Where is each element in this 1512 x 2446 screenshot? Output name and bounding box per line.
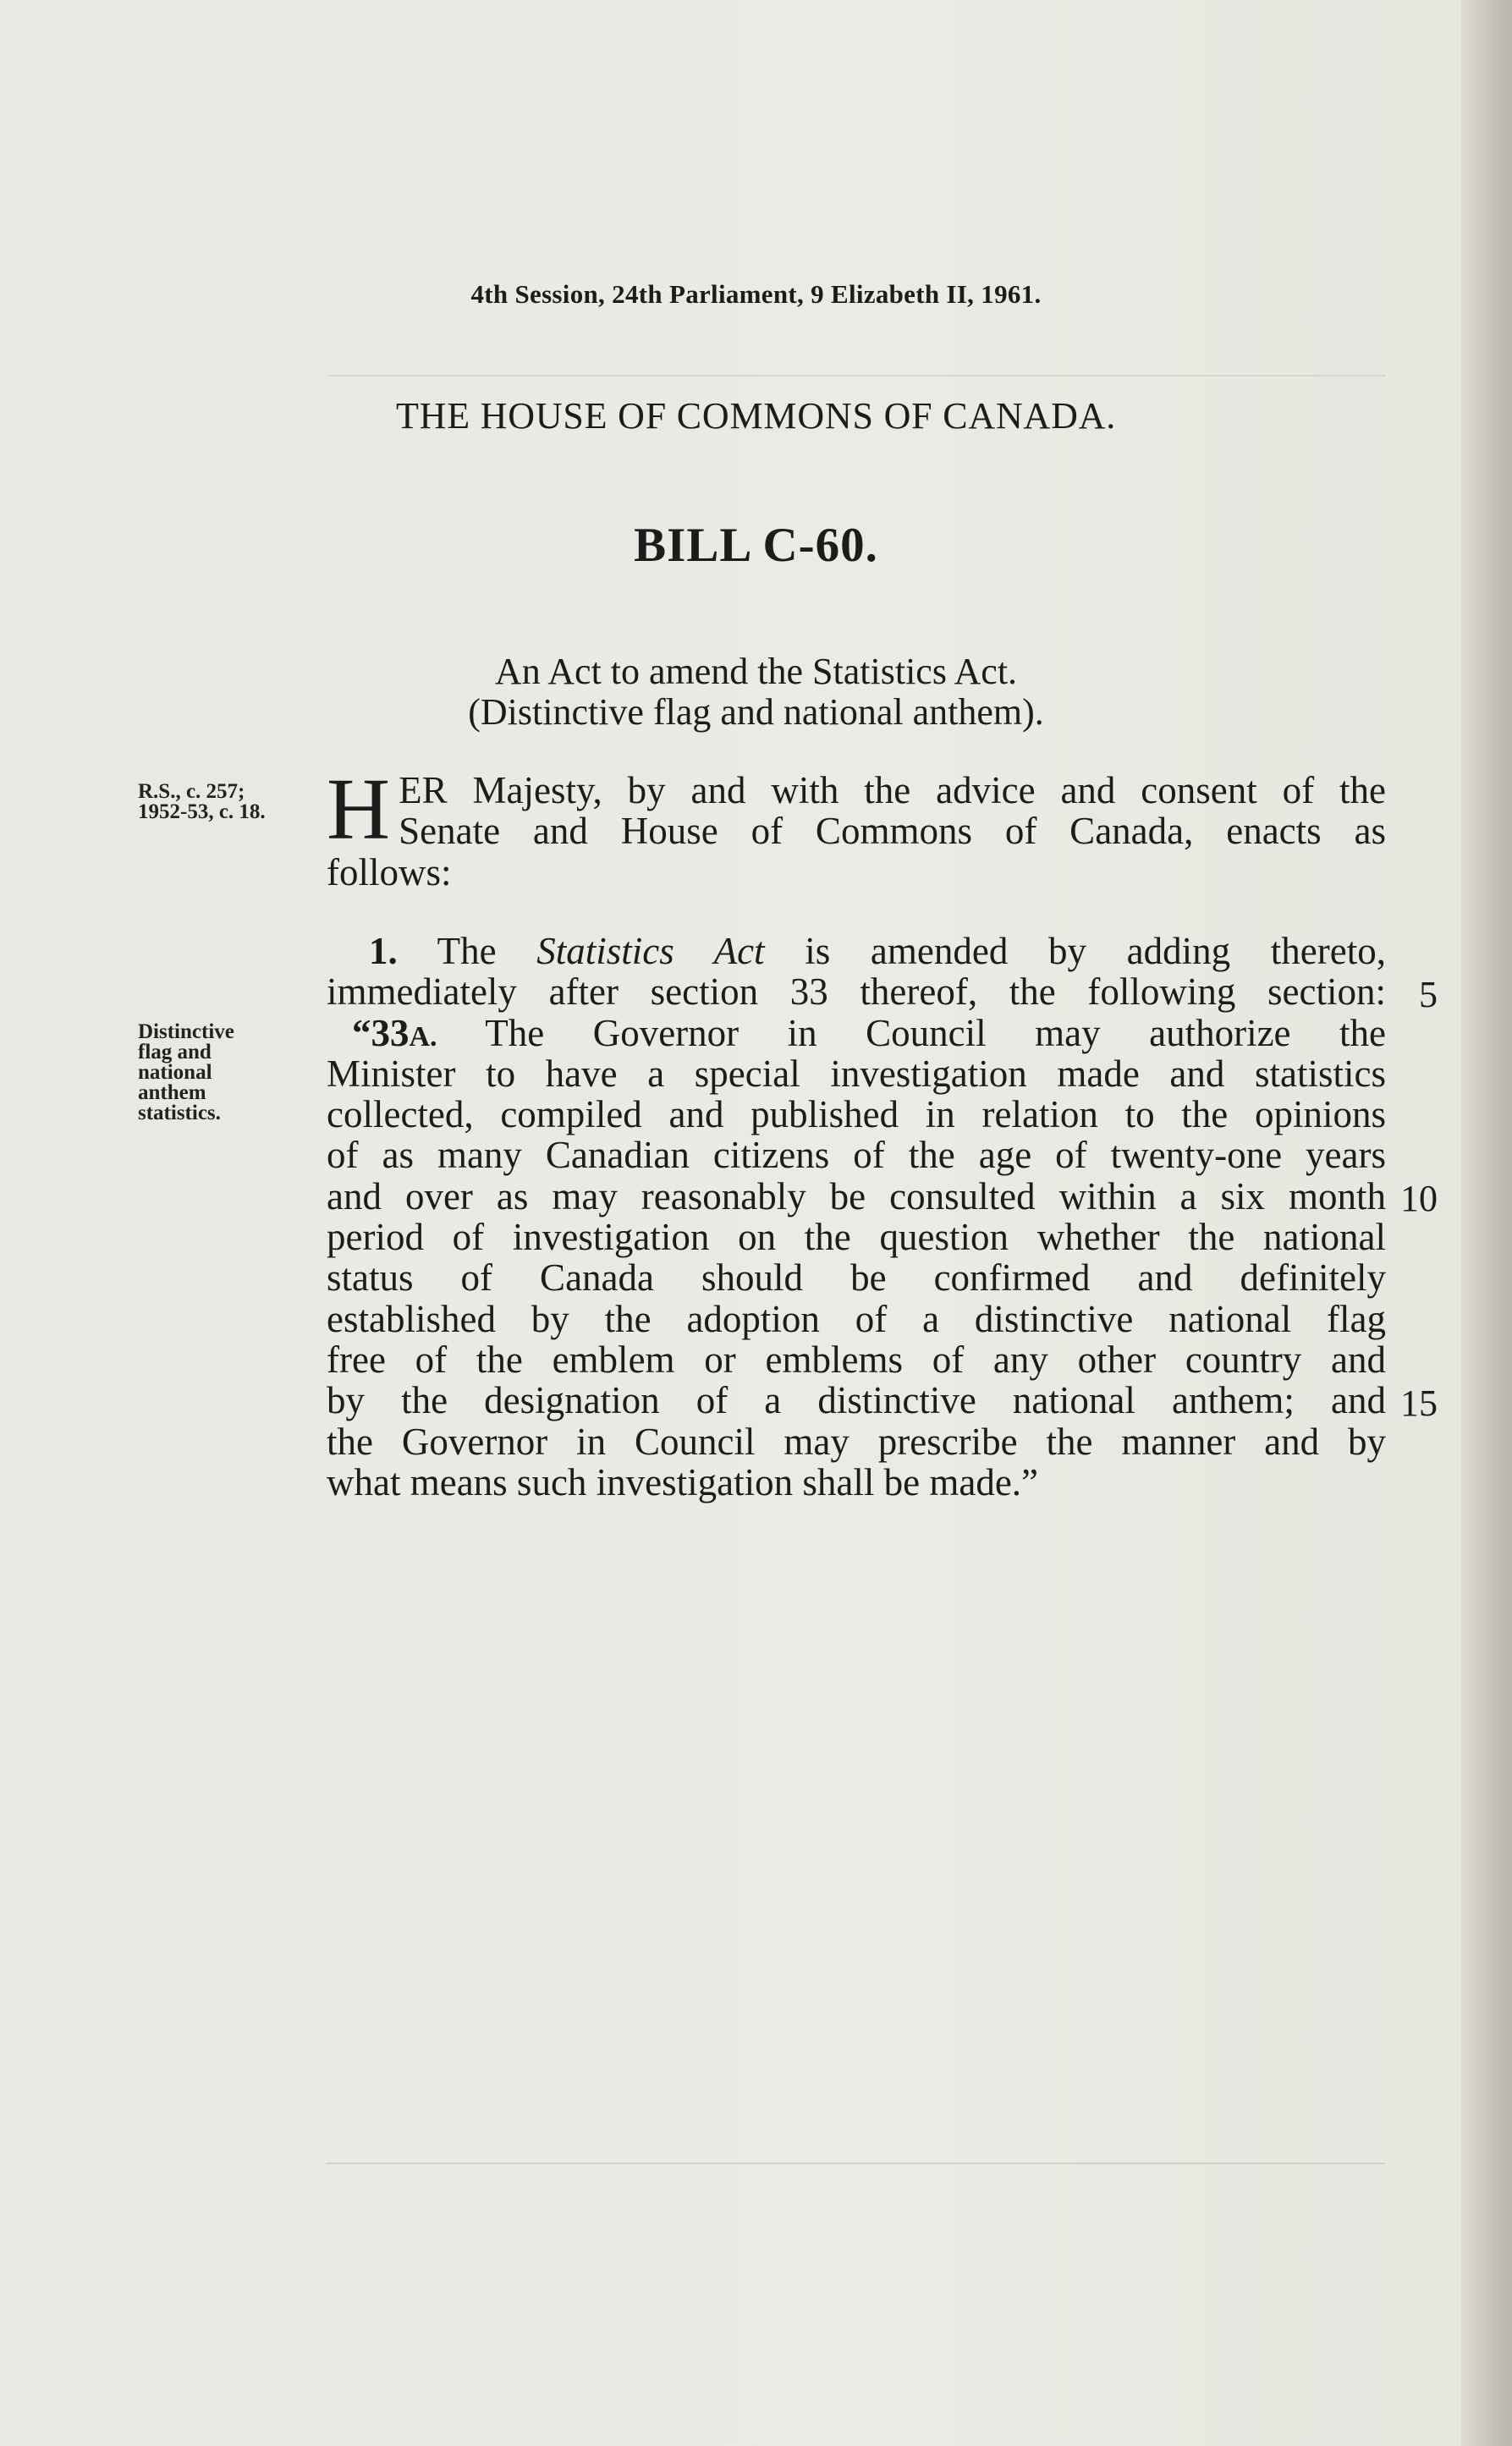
note-line: statistics.: [138, 1102, 221, 1124]
citation-line: R.S., c. 257;: [138, 780, 245, 803]
section-line: Minister to have a special investigation made and statistics: [327, 1052, 1386, 1095]
section-line: [327, 1013, 1386, 1053]
section-line: of as many Canadian citizens of the age of twenty-one years: [327, 1134, 1386, 1177]
new-section-number: “33: [352, 1011, 410, 1054]
drop-cap: H: [327, 761, 391, 858]
section-line: established by the adoption of a distinctive national flag: [327, 1297, 1386, 1340]
citation-line: 1952-53, c. 18.: [138, 800, 266, 823]
enacting-line: follows:: [327, 850, 452, 893]
act-title: An Act to amend the Statistics Act.: [494, 651, 1018, 692]
enacting-line: Senate and House of Commons of Canada, enacts as: [399, 810, 1386, 853]
section-line: what means such investigation shall be made.”: [327, 1460, 1039, 1503]
text-run: The: [397, 930, 537, 972]
new-section-suffix: A.: [409, 1020, 437, 1053]
section-line: free of the emblem or emblems of any other country and: [327, 1338, 1386, 1381]
note-line: anthem: [138, 1081, 206, 1104]
text-run: The Governor in Council may authorize the: [437, 1011, 1386, 1054]
house-heading: THE HOUSE OF COMMONS OF CANADA.: [395, 395, 1117, 437]
line-number: 5: [1419, 974, 1438, 1015]
section-number: 1.: [369, 930, 398, 972]
binding-edge: [1461, 0, 1512, 2446]
note-line: national: [138, 1061, 212, 1084]
enacting-line: ER Majesty, by and with the advice and consent of the: [399, 769, 1386, 811]
section-line: and over as may reasonably be consulted within a six month: [327, 1174, 1386, 1218]
note-line: flag and: [138, 1041, 212, 1064]
act-subtitle: (Distinctive flag and national anthem).: [468, 691, 1044, 733]
line-number: 10: [1400, 1178, 1438, 1219]
session-line: 4th Session, 24th Parliament, 9 Elizabeth II, 1961.: [470, 279, 1042, 309]
section-line: collected, compiled and published in relation to the opinions: [327, 1093, 1386, 1136]
footer-rule: [326, 2163, 1385, 2164]
note-line: Distinctive: [138, 1020, 234, 1043]
act-name: Statistics Act: [536, 930, 765, 972]
section-line: immediately after section 33 thereof, the following section:: [327, 970, 1386, 1014]
enacting-clause: [327, 761, 1386, 893]
section-line: period of investigation on the question whether the national: [327, 1216, 1386, 1259]
text-run: is amended by adding thereto,: [764, 930, 1386, 972]
section-line: status of Canada should be confirmed and definitely: [327, 1256, 1386, 1300]
bill-number: BILL C-60.: [634, 519, 878, 572]
section-line: the Governor in Council may prescribe the manner and by: [327, 1420, 1386, 1463]
statute-citation: [138, 782, 266, 822]
bleed-rule: [328, 375, 1386, 377]
section-one: [327, 931, 1386, 1503]
line-number: 15: [1400, 1382, 1438, 1424]
section-margin-note: [138, 1022, 234, 1124]
section-line: by the designation of a distinctive national anthem; and: [327, 1379, 1386, 1422]
section-line: [327, 931, 1386, 971]
